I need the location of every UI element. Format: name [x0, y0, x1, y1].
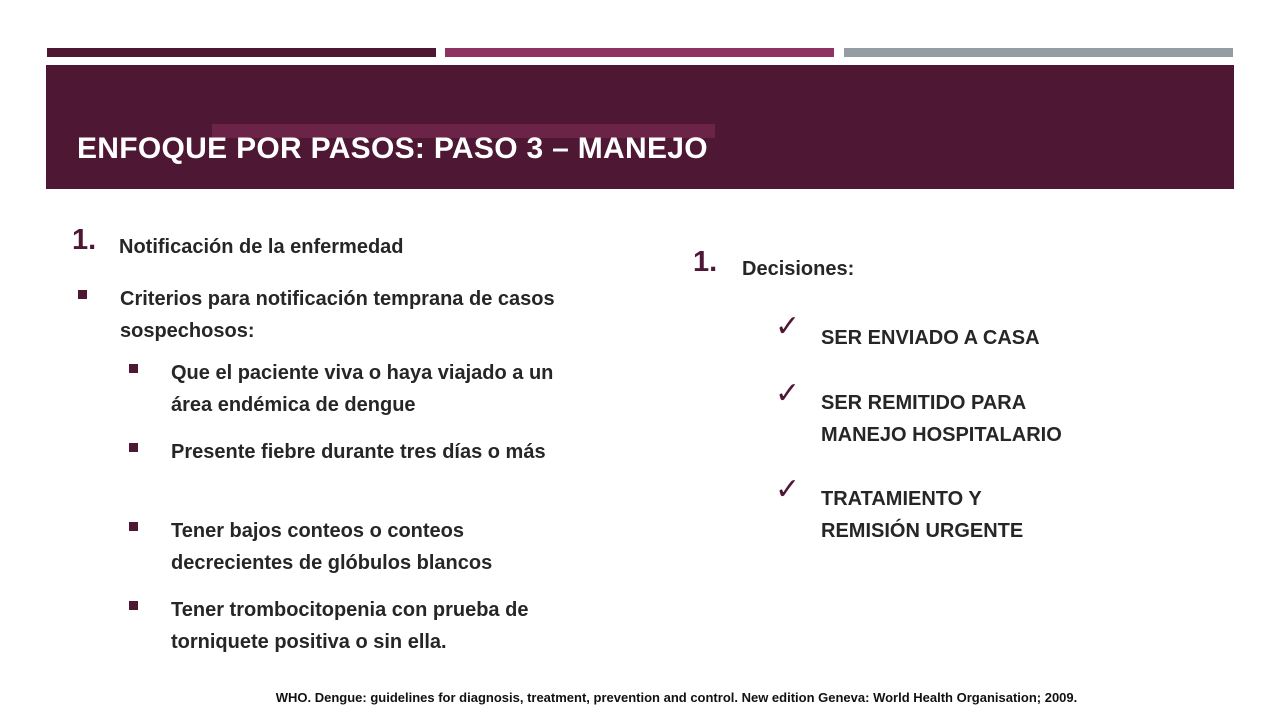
decision-item: TRATAMIENTO Y REMISIÓN URGENTE: [821, 488, 1024, 542]
criteria-item: Presente fiebre durante tres días o más: [171, 441, 546, 463]
square-bullet-icon: [129, 364, 138, 373]
criteria-text: Criterios para notificación temprana de casos sospechosos:: [120, 288, 555, 342]
square-bullet-icon: [129, 522, 138, 531]
square-bullet-icon: [78, 290, 87, 299]
left-section-heading: Notificación de la enfermedad: [119, 236, 404, 258]
square-bullet-icon: [129, 443, 138, 452]
accent-bar-grey: [844, 48, 1233, 57]
checkmark-icon: ✓: [775, 309, 801, 344]
accent-bar-dark: [47, 48, 436, 57]
square-bullet-icon: [129, 601, 138, 610]
criteria-item: Que el paciente viva o haya viajado a un área endémica de dengue: [171, 362, 554, 416]
checkmark-icon: ✓: [775, 472, 801, 507]
left-section-number: 1.: [72, 224, 97, 256]
decision-item: SER REMITIDO PARA MANEJO HOSPITALARIO: [821, 392, 1062, 446]
footer-citation: WHO. Dengue: guidelines for diagnosis, treatment, prevention and control. New edition Geneva: World Health Organisation; 2009.: [275, 690, 1078, 705]
criteria-item: Tener trombocitopenia con prueba de torniquete positiva o sin ella.: [171, 599, 529, 653]
criteria-item: Tener bajos conteos o conteos decrecientes de glóbulos blancos: [171, 520, 493, 574]
decision-item: SER ENVIADO A CASA: [821, 327, 1040, 349]
accent-bar-mid: [445, 48, 834, 57]
checkmark-icon: ✓: [775, 376, 801, 411]
slide-title: ENFOQUE POR PASOS: PASO 3 – MANEJO: [77, 132, 708, 165]
right-section-number: 1.: [693, 246, 718, 278]
right-section-heading: Decisiones:: [742, 258, 855, 280]
